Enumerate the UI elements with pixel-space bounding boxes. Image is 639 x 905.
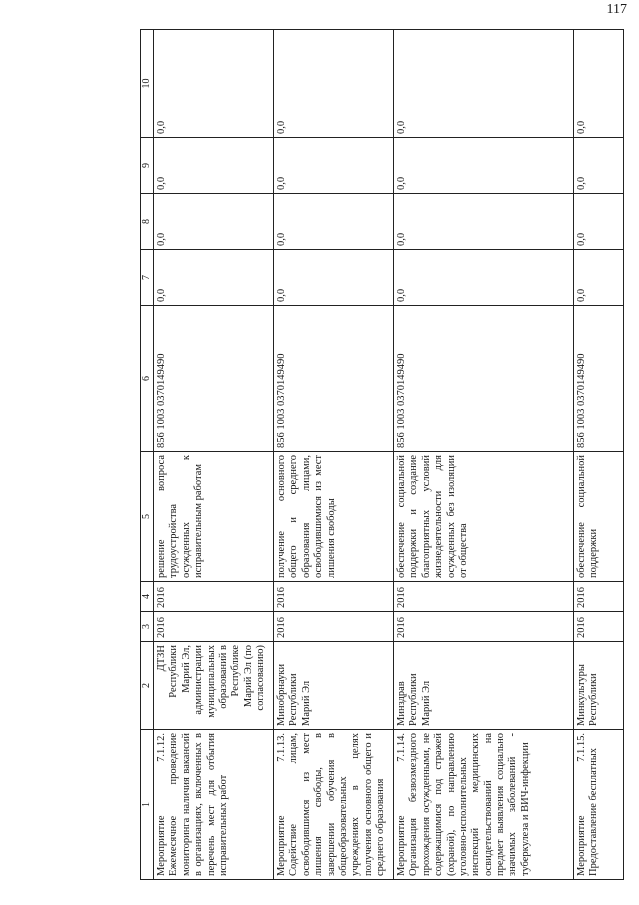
header-cell: 1 (141, 730, 154, 880)
budget-code-cell: 856 1003 0370149490 (574, 306, 624, 452)
value-cell-10: 0,0 (394, 30, 574, 138)
value-cell-9: 0,0 (154, 138, 274, 194)
table-row (574, 30, 624, 880)
value-cell-7: 0,0 (574, 250, 624, 306)
executor-cell: Минобрнауки Республики Марий Эл (274, 642, 394, 730)
header-cell: 7 (141, 250, 154, 306)
table-row (274, 30, 394, 880)
executor-cell: ДТЗН Республики Марий Эл, администрации муниципальных образований в Республике Марий Эл (по согласованию) (154, 642, 274, 730)
end-year-cell: 2016 (394, 582, 574, 612)
value-cell-10: 0,0 (274, 30, 394, 138)
value-cell-8: 0,0 (574, 194, 624, 250)
end-year-cell: 2016 (154, 582, 274, 612)
measure-cell: Мероприятие 7.1.15. Предоставление бесплатных (574, 730, 624, 880)
budget-code-cell: 856 1003 0370149490 (154, 306, 274, 452)
start-year-cell: 2016 (154, 612, 274, 642)
value-cell-8: 0,0 (154, 194, 274, 250)
value-cell-7: 0,0 (274, 250, 394, 306)
value-cell-9: 0,0 (394, 138, 574, 194)
header-cell: 8 (141, 194, 154, 250)
start-year-cell: 2016 (574, 612, 624, 642)
header-cell: 9 (141, 138, 154, 194)
header-row (141, 30, 154, 880)
header-cell: 4 (141, 582, 154, 612)
table-row (154, 30, 274, 880)
value-cell-10: 0,0 (574, 30, 624, 138)
value-cell-9: 0,0 (574, 138, 624, 194)
result-cell: обеспечение социальной поддержки и создание благоприятных условий жизнедеятельности для осужденных без изоляции от общества (394, 452, 574, 582)
result-cell: решение вопроса трудоустройства осужденных к исправительным работам (154, 452, 274, 582)
executor-cell: Минздрав Республики Марий Эл (394, 642, 574, 730)
budget-code-cell: 856 1003 0370149490 (274, 306, 394, 452)
value-cell-8: 0,0 (394, 194, 574, 250)
header-cell: 10 (141, 30, 154, 138)
result-cell: получение основного общего и среднего образования лицами, освободившимися из мест лишения свободы (274, 452, 394, 582)
header-cell: 3 (141, 612, 154, 642)
page-number: 117 (606, 2, 627, 17)
header-cell: 5 (141, 452, 154, 582)
value-cell-9: 0,0 (274, 138, 394, 194)
budget-code-cell: 856 1003 0370149490 (394, 306, 574, 452)
measure-cell: Мероприятие 7.1.13. Содействие лицам, освободившимся из мест лишения свободы, в завершении обучения в общеобразовательных учреждениях в целях получения основного общего и среднего образования (274, 730, 394, 880)
measure-cell: Мероприятие 7.1.12. Ежемесячное проведение мониторинга наличия вакансий в организациях, включенных в перечень мест для отбытия исправительных работ (154, 730, 274, 880)
header-cell: 2 (141, 642, 154, 730)
value-cell-7: 0,0 (394, 250, 574, 306)
result-cell: обеспечение социальной поддержки (574, 452, 624, 582)
measure-cell: Мероприятие 7.1.14. Организация безвозмездного прохождения осужденными, не содержащимися под стражей (охраной), по направлению уголовно-исполнительных инспекций медицинских освидетельствований на предмет выявления социально значимых заболеваний - туберкулеза и ВИЧ-инфекции (394, 730, 574, 880)
table-row (394, 30, 574, 880)
header-cell: 6 (141, 306, 154, 452)
value-cell-10: 0,0 (154, 30, 274, 138)
rotated-table-wrapper (140, 30, 639, 880)
end-year-cell: 2016 (274, 582, 394, 612)
start-year-cell: 2016 (394, 612, 574, 642)
executor-cell: Минкультуры Республики (574, 642, 624, 730)
value-cell-8: 0,0 (274, 194, 394, 250)
start-year-cell: 2016 (274, 612, 394, 642)
measures-table (140, 29, 624, 880)
end-year-cell: 2016 (574, 582, 624, 612)
value-cell-7: 0,0 (154, 250, 274, 306)
